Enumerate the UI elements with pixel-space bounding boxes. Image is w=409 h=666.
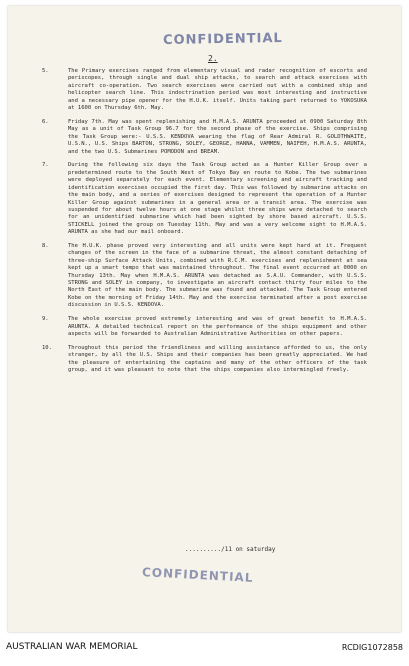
- continuation-note: ........../11 on saturday: [185, 546, 276, 553]
- paragraph-9: [42, 316, 367, 338]
- paragraph-number: 5.: [42, 68, 49, 74]
- paragraph-text: The Primary exercises ranged from elementary visual and radar recognition of escorts and periscopes, through single and dual ship attacks, to search and attack exercises with aircraft co-operation. Two search exercises were carried out with a combined ship and helicopter search line. This indoctrination period was most interesting and instructive and a necessary pipe opener for the H.U.K. itself. Units taking part returned to YOKOSUKA at 1600 on Thursday 6th. May.: [68, 68, 367, 112]
- paragraph-7: [42, 162, 367, 236]
- paragraph-8: [42, 243, 367, 310]
- paragraph-number: 7.: [42, 162, 49, 169]
- paragraph-text: During the following six days the Task Group acted as a Hunter Killer Group over a predetermined route to the South West of Tokyo Bay en route to Kobe. The two submarines were deployed separately for each event. Elementary screening and aircraft tracking and identification exercises occupied the first day. This was followed by submarine attacks on the main body, and a series of exercises designed to represent the operation of a Hunter Killer Group against submarines in a general area or a transit area. The exercise was suspended for about twelve hours at one stage whilst three ships were detached to search for an unidentified submarine which had been sighted by shore based aircraft. U.S.S. STICKELL joined the group on Tuesday 11th. May and was a very welcome sight to H.M.A.S. ARUNTA as she had our mail onboard.: [68, 162, 367, 236]
- paragraph-10: [42, 345, 367, 375]
- confidential-stamp-top: CONFIDENTIAL: [162, 30, 283, 49]
- institution-label: AUSTRALIAN WAR MEMORIAL: [6, 642, 138, 652]
- paragraph-5: [42, 68, 367, 112]
- paragraph-number: 9.: [42, 316, 49, 323]
- paragraph-number: 6.: [42, 118, 49, 125]
- confidential-stamp-bottom: CONFIDENTIAL: [141, 565, 254, 585]
- page-number: 2.: [208, 54, 218, 63]
- record-id: RCDIG1072858: [341, 643, 403, 652]
- paragraph-text: Throughout this period the friendliness and willing assistance afforded to us, the only stranger, by all the U.S. Ships and their companies has been greatly appreciated. We had the pleasure of entertaining the captains and many of the other officers of the task group, and it was pleasant to note that the ships companies also intermingled freely.: [68, 344, 367, 374]
- paragraph-text: The H.U.K. phase proved very interesting and all units were kept hard at it. Frequent changes of the screen in the face of a submarine threat, the almost constant detaching of three-ship Surface Attack Units, combined with R.C.M. exercises and replenishment at sea kept up a smart tempo that was maintained throughout. The final event occurred at 0000 on Thursday 13th. May when H.M.A.S. ARUNTA was detached as S.A.U. Commander, with U.S.S. STRONG and SOLEY in company, to investigate an aircraft contact thirty four miles to the North East of the main body. The submarine was found and attacked. The Task Group entered Kobe on the morning of Friday 14th. May and the exercise terminated after a post exercise discussion in U.S.S. KENDOVA.: [68, 243, 367, 309]
- paragraph-text: The whole exercise proved extremely interesting and was of great benefit to H.M.A.S. ARUNTA. A detailed technical report on the performance of the ships equipment and other aspects will be forwarded to Australian Administrative Authorities on other papers.: [68, 316, 367, 337]
- paragraph-6: [42, 119, 367, 156]
- paragraph-number: 8.: [42, 243, 49, 250]
- paragraph-number: 10.: [42, 344, 52, 351]
- paragraph-text: Friday 7th. May was spent replenishing and H.M.A.S. ARUNTA proceeded at 0900 Saturday 8th May as a unit of Task Group 96.7 for the second phase of the exercise. Ships comprising the Task Group were:- U.S.S. KENDOVA wearing the flag of Rear Admiral R. GOLDTHWAITE, U.S.N., U.S. Ships BARTON, STRONG, SOLEY, GEORGE, HANNA, VAMMEN, NAIFEH, H.M.A.S. ARUNTA, and the two U.S. Submarines POMODON and BREAM.: [68, 118, 367, 155]
- document-body: [42, 68, 367, 381]
